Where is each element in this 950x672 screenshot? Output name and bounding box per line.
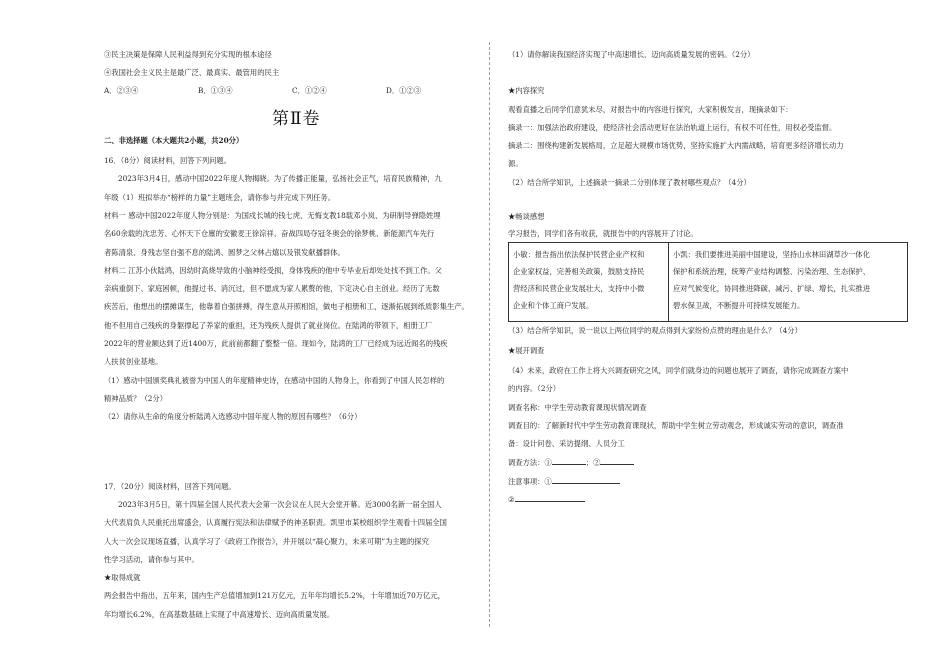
star-content-explore: ★内容探究 xyxy=(508,86,545,95)
survey-notes-row xyxy=(508,476,620,487)
discussion-table xyxy=(508,242,908,322)
q16-material1-line1: 材料一 感动中国2022年度人物分别是：为国戍长城的钱七虎、无悔支教18载邓小岚、为研制导弹隐姓埋 xyxy=(104,211,441,220)
xiaokai-line2: 保护和系统治理，统筹产业结构调整、污染治理、生态保护、 xyxy=(673,267,871,276)
survey-goal-line2: 备：设计问卷、采访提纲、人员分工 xyxy=(508,439,625,448)
q17-achievement-line1: 两会报告中指出，五年来，国内生产总值增加到121万亿元，五年年均增长5.2%，十年增加近70万亿元， xyxy=(104,591,445,600)
survey-method-label: 调查方法： xyxy=(508,458,545,467)
q16-material2-line2: 亲病重倒下、家庭困顿，他提过书、消沉过，但不愿成为家人累赘的他，下定决心自主创业。经历了无数 xyxy=(104,284,440,293)
survey-method-marker-2: ；② xyxy=(585,458,601,467)
survey-method-blank-1[interactable] xyxy=(552,457,586,465)
q17-heading: 17．（20分）阅读材料，回答下列问题。 xyxy=(104,482,236,491)
q16-material2-line1: 材料二 江苏小伙陆鸿，因幼时高烧导致的小脑神经受损，身体残疾的他中专毕业后却处处找不到工作。父 xyxy=(104,266,442,275)
xiaomin-line1: 小敏：报告指出依法保护民营企业产权和 xyxy=(513,250,645,259)
q16-heading: 16．（8分）阅读材料，回答下列问题。 xyxy=(104,156,232,165)
volume-title: 第Ⅱ卷 xyxy=(272,109,321,129)
content-explore-text: 观看直播之后同学们意犹未尽，对报告中的内容进行探究，大家积极发言，现摘录如下： xyxy=(508,105,793,114)
choice-b[interactable]: B．①③④ xyxy=(198,86,233,95)
choice-d[interactable]: D．①②③ xyxy=(386,86,422,95)
q17-achievement-line2: 年均增长6.2%，在高基数基础上实现了中高速增长、迈向高质量发展。 xyxy=(104,610,335,619)
section-heading: 二、非选择题（本大题共2小题，共20分） xyxy=(104,136,244,145)
choice-a[interactable]: A．②③④ xyxy=(104,86,139,95)
excerpt-2-line1: 摘录二：围绕构建新发展格局，立足超大规模市场优势，坚持实施扩大内需战略，培育更多经济增长动力 xyxy=(508,141,844,150)
q16-material1-line3: 者陈清泉、身残志坚自强不息的陆鸿、圆梦之父林占熺以及银发献播群体。 xyxy=(104,248,345,257)
q16-sub1-line2: 精神品质？（2分） xyxy=(104,394,168,403)
q16-material1-line2: 名60余载的沈忠芳、心怀天下仓廪的安徽麦王徐淙祥、奋战四局夺冠冬奥会的徐梦桃、新能源汽车先行 xyxy=(104,229,435,238)
q16-material2-line4: 他不但用自己残疾的身躯撑起了养家的重担，还为残疾人提供了就业岗位。在陆鸿的带领下，相册工厂 xyxy=(104,321,433,330)
survey-notes-row-2 xyxy=(508,494,585,505)
option-4-text: ④我国社会主义民主是最广泛、最真实、最管用的民主 xyxy=(104,68,280,77)
survey-topic: 调查名称：中学生劳动教育课现状情况调查 xyxy=(508,403,647,412)
q16-material2-line5: 2022年的营业额达到了近1400万，此前前都翻了整整一倍。现如今，陆鸿的工厂已经成为远近闻名的残疾 xyxy=(104,339,448,348)
xiaomin-line3: 营经济和民营企业发展壮大，支持中小微 xyxy=(513,284,645,293)
q17-sub3: （3）结合所学知识，说一说以上两位同学的观点得到大家纷纷点赞的理由是什么？（4分） xyxy=(508,326,802,335)
q16-para1-line1: 2023年3月4日，感动中国2022年度人物揭晓。为了传播正能量，弘扬社会正气，培育民族精神，九 xyxy=(118,174,442,183)
q17-sub4-line2: 的内容。（2分） xyxy=(508,384,561,393)
q16-sub2: （2）请你从生命的角度分析陆鸿入选感动中国年度人物的原因有哪些？（6分） xyxy=(104,412,362,421)
choice-c[interactable]: C．①②④ xyxy=(292,86,327,95)
survey-notes-blank-1[interactable] xyxy=(552,476,620,484)
answer-choices xyxy=(104,86,480,96)
q16-para1-line2: 年级（1）班拟举办“榜样的力量”主题班会，请你参与并完成下列任务。 xyxy=(104,193,336,202)
excerpt-2-line2: 源。 xyxy=(508,159,523,168)
q17-star-achievement: ★取得成就 xyxy=(104,573,141,582)
survey-method-marker-1: ① xyxy=(544,458,552,467)
q16-sub1-line1: （1）感动中国颁奖典礼被誉为中国人的年度精神史诗，在感动中国的人物身上，你看到了中国人民怎样的 xyxy=(104,376,445,385)
discussion-xiaomin xyxy=(509,243,669,321)
q16-material2-line3: 疾苦后，他想出的摆摊谋生，他靠着自强拼搏，得生意从开照相馆，做电子相册和工，逐渐拓展到纸质影集生产。 xyxy=(104,302,469,311)
discussion-xiaokai xyxy=(669,243,907,321)
q17-para-line4: 性学习活动，请你参与其中。 xyxy=(104,555,199,564)
q17-para-line2: 大代表肩负人民重托出席盛会，认真履行宪法和法律赋予的神圣职责。凯里市某校组织学生观看十四届全国 xyxy=(104,518,447,527)
q17-para-line3: 人大一次会议现场直播，认真学习了《政府工作报告》，并开展以“凝心聚力，未来可期”为主题的探究 xyxy=(104,537,429,546)
q16-material2-line6: 人扶贫创业基地。 xyxy=(104,357,163,366)
xiaokai-line1: 小凯：我们要推进美丽中国建设，坚持山水林田湖草沙一体化 xyxy=(673,250,871,259)
survey-goal-line1: 调查目的：了解新时代中学生劳动教育课现状，帮助中学生树立劳动观念，形成诚实劳动的意识，调查准 xyxy=(508,421,844,430)
q17-sub4-line1: （4）未来，政府在工作上将大兴调查研究之风，同学们就身边的问题也展开了调查，请你完成调查方案中 xyxy=(508,366,849,375)
excerpt-1: 摘录一：加强法治政府建设，使经济社会活动更好在法治轨道上运行，有权不可任性，用权必受监督。 xyxy=(508,123,837,132)
xiaokai-line4: 碧水保卫战，不断提升可持续发展能力。 xyxy=(673,301,805,310)
survey-notes-marker-1: ① xyxy=(544,477,552,486)
column-divider xyxy=(489,42,490,627)
star-thoughts: ★畅谈感想 xyxy=(508,212,545,221)
q17-para-line1: 2023年3月5日，第十四届全国人民代表大会第一次会议在人民大会堂开幕。近3000名新一届全国人 xyxy=(118,500,442,509)
thoughts-text: 学习报告，同学们各有收获，就报告中的内容展开了讨论。 xyxy=(508,229,698,238)
option-3-text: ③民主决策是保障人民利益得到充分实现的根本途径 xyxy=(104,50,272,59)
q17-sub2: （2）结合所学知识，上述摘录一摘录二分别体现了教材哪些观点？（4分） xyxy=(508,178,751,187)
star-survey: ★展开调查 xyxy=(508,346,545,355)
q17-sub1: （1）请你解读我国经济实现了中高速增长、迈向高质量发展的密码。（2分） xyxy=(508,50,755,59)
survey-notes-blank-2[interactable] xyxy=(515,494,585,502)
xiaokai-line3: 应对气候变化，协同推进降碳、减污、扩绿、增长，扎实推进 xyxy=(673,284,871,293)
xiaomin-line2: 企业家权益，完善相关政策，鼓励支持民 xyxy=(513,267,645,276)
survey-notes-label: 注意事项： xyxy=(508,477,545,486)
survey-method-row xyxy=(508,457,634,468)
survey-notes-marker-2: ② xyxy=(508,495,515,504)
xiaomin-line4: 企业和个体工商户发展。 xyxy=(513,301,594,310)
survey-method-blank-2[interactable] xyxy=(600,457,634,465)
